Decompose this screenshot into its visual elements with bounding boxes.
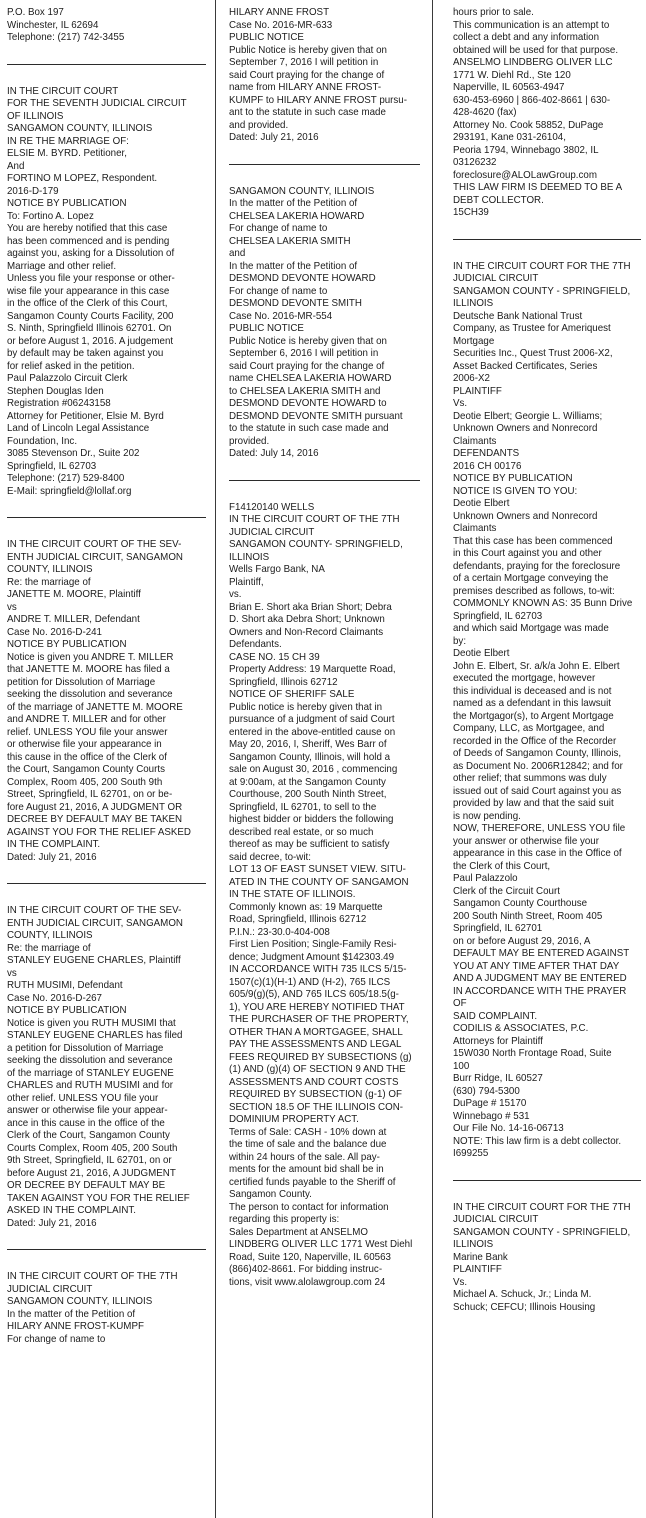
column-1	[7, 6, 206, 1345]
column-3	[453, 6, 641, 1313]
notice-sheriff-sale-cont: hours prior to sale. This communication is an attempt to collect a debt and any information obtained will be used for that purpose. ANSELMO LINDBERG OLIVER LLC 1771 W. Diehl Rd., Ste 120 Naperville, IL 60563-4947 630-453-6960 | 866-402-8661 | 630- 428-4620 (fax) Attorney No. Cook 58852, DuPage 293191, Kane 031-26104, Peoria 1794, Winnebago 3802, IL 03126232 foreclosure@ALOLawGroup.com THIS LAW FIRM IS DEEMED TO BE A DEBT COLLECTOR. 15CH39	[453, 6, 623, 218]
notice-frost-kumpf-cont: HILARY ANNE FROST Case No. 2016-MR-633 PUBLIC NOTICE Public Notice is hereby given that on September 7, 2016 I will petition in said Court praying for the change of name from HILARY ANNE FROST- KUMPF to HILARY ANNE FROST pursu- ant to the statute in such case made and provided. Dated: July 21, 2016	[229, 6, 407, 143]
column-divider	[432, 0, 433, 1518]
notice-schuck-start: IN THE CIRCUIT COURT FOR THE 7TH JUDICIAL CIRCUIT SANGAMON COUNTY - SPRINGFIELD, ILLINOIS Marine Bank PLAINTIFF Vs. Michael A. Schuck, Jr.; Linda M. Schuck; CEFCU; Illinois Housing	[453, 1200, 631, 1313]
column-divider	[215, 0, 216, 1518]
notice-byrd-lopez: IN THE CIRCUIT COURT FOR THE SEVENTH JUDICIAL CIRCUIT OF ILLINOIS SANGAMON COUNTY, ILLINOIS IN RE THE MARRIAGE OF: ELSIE M. BYRD. Petitioner, And FORTINO M LOPEZ, Respondent. 2016-D-179 NOTICE BY PUBLICATION To: Fortino A. Lopez You are hereby notified that this case has been commenced and is pending against you, asking for a Dissolution of Marriage and other relief. Unless you file your response or other- wise file your appearance in this case in the office of the Clerk of this Court, Sangamon County Courts Facility, 200 S. Ninth, Springfield Illinois 62701. On or before August 1, 2016. A judgement by default may be taken against you for relief asked in the petition. Paul Palazzolo Circuit Clerk Stephen Douglas Iden Registration #06243158 Attorney for Petitioner, Elsie M. Byrd Land of Lincoln Legal Assistance Foundation, Inc. 3085 Stevenson Dr., Suite 202 Springfield, IL 62703 Telephone: (217) 529-8400 E-Mail: springfield@lollaf.org	[7, 84, 187, 497]
notice-moore-miller: IN THE CIRCUIT COURT OF THE SEV- ENTH JUDICIAL CIRCUIT, SANGAMON COUNTY, ILLINOIS Re: the marriage of JANETTE M. MOORE, Plaintiff vs ANDRE T. MILLER, Defendant Case No. 2016-D-241 NOTICE BY PUBLICATION Notice is given you ANDRE T. MILLER that JANETTE M. MOORE has filed a petition for Dissolution of Marriage seeking the dissolution and severance of the marriage of JANETTE M. MOORE and ANDRE T. MILLER and for other relief. UNLESS YOU file your answer or otherwise file your appearance in this cause in the office of the Clerk of the Court, Sangamon County Courts Complex, Room 405, 200 South 9th Street, Springfield, IL 62701, on or be- fore August 21, 2016, A JUDGMENT OR DECREE BY DEFAULT MAY BE TAKEN AGAINST YOU FOR THE RELIEF ASKED IN THE COMPLAINT. Dated: July 21, 2016	[7, 538, 191, 863]
notice-address-block: P.O. Box 197 Winchester, IL 62694 Telephone: (217) 742-3455	[7, 6, 125, 43]
column-2	[229, 6, 420, 1288]
notice-elbert-foreclosure: IN THE CIRCUIT COURT FOR THE 7TH JUDICIAL CIRCUIT SANGAMON COUNTY - SPRINGFIELD, ILLINOIS Deutsche Bank National Trust Company, as Trustee for Ameriquest Mortgage Securities Inc., Quest Trust 2006-X2, Asset Backed Certificates, Series 2006-X2 PLAINTIFF Vs. Deotie Elbert; Georgie L. Williams; Unknown Owners and Nonrecord Claimants DEFENDANTS 2016 CH 00176 NOTICE BY PUBLICATION NOTICE IS GIVEN TO YOU: Deotie Elbert Unknown Owners and Nonrecord Claimants That this case has been commenced in this Court against you and other defendants, praying for the foreclosure of a certain Mortgage conveying the premises described as follows, to-wit: COMMONLY KNOWN AS: 35 Bunn Drive Springfield, IL 62703 and which said Mortgage was made by: Deotie Elbert John E. Elbert, Sr. a/k/a John E. Elbert executed the mortgage, however this individual is deceased and is not named as a defendant in this lawsuit the Mortgagor(s), to Argent Mortgage Company, LLC, as Mortgagee, and recorded in the Office of the Recorder of Deeds of Sangamon County, Illinois, as Document No. 2006R12842; and for other relief; that summons was duly issued out of said Court against you as provided by law and that the said suit is now pending. NOW, THEREFORE, UNLESS YOU file your answer or otherwise file your appearance in this case in the Office of the Clerk of this Court, Paul Palazzolo Clerk of the Circuit Court Sangamon County Courthouse 200 South Ninth Street, Room 405 Springfield, IL 62701 on or before August 29, 2016, A DEFAULT MAY BE ENTERED AGAINST YOU AT ANY TIME AFTER THAT DAY AND A JUDGMENT MAY BE ENTERED IN ACCORDANCE WITH THE PRAYER OF SAID COMPLAINT. CODILIS & ASSOCIATES, P.C. Attorneys for Plaintiff 15W030 North Frontage Road, Suite 100 Burr Ridge, IL 60527 (630) 794-5300 DuPage # 15170 Winnebago # 531 Our File No. 14-16-06713 NOTE: This law firm is a debt collector. I699255	[453, 259, 633, 1159]
notice-frost-kumpf-start: IN THE CIRCUIT COURT OF THE 7TH JUDICIAL CIRCUIT SANGAMON COUNTY, ILLINOIS In the matter of the Petition of HILARY ANNE FROST-KUMPF For change of name to	[7, 1270, 178, 1345]
notice-howard-smith: SANGAMON COUNTY, ILLINOIS In the matter of the Petition of CHELSEA LAKERIA HOWARD For change of name to CHELSEA LAKERIA SMITH and In the matter of the Petition of DESMOND DEVONTE HOWARD For change of name to DESMOND DEVONTE SMITH Case No. 2016-MR-554 PUBLIC NOTICE Public Notice is hereby given that on September 6, 2016 I will petition in said Court praying for the change of name CHELSEA LAKERIA HOWARD to CHELSEA LAKERIA SMITH and DESMOND DEVONTE HOWARD to DESMOND DEVONTE SMITH pursuant to the statute in such case made and provided. Dated: July 14, 2016	[229, 184, 403, 459]
notice-charles-musimi: IN THE CIRCUIT COURT OF THE SEV- ENTH JUDICIAL CIRCUIT, SANGAMON COUNTY, ILLINOIS Re: the marriage of STANLEY EUGENE CHARLES, Plaintiff vs RUTH MUSIMI, Defendant Case No. 2016-D-267 NOTICE BY PUBLICATION Notice is given you RUTH MUSIMI that STANLEY EUGENE CHARLES has filed a petition for Dissolution of Marriage seeking the dissolution and severance of the marriage of STANLEY EUGENE CHARLES and RUTH MUSIMI and for other relief. UNLESS YOU file your answer or otherwise file your appear- ance in this cause in the office of the Clerk of the Court, Sangamon County Courts Complex, Room 405, 200 South 9th Street, Springfield, IL 62701, on or before August 21, 2016, A JUDGMENT OR DECREE BY DEFAULT MAY BE TAKEN AGAINST YOU FOR THE RELIEF ASKED IN THE COMPLAINT. Dated: July 21, 2016	[7, 904, 190, 1229]
notice-sheriff-sale: F14120140 WELLS IN THE CIRCUIT COURT OF THE 7TH JUDICIAL CIRCUIT SANGAMON COUNTY- SPRINGFIELD, ILLINOIS Wells Fargo Bank, NA Plaintiff, vs. Brian E. Short aka Brian Short; Debra D. Short aka Debra Short; Unknown Owners and Non-Record Claimants Defendants. CASE NO. 15 CH 39 Property Address: 19 Marquette Road, Springfield, Illinois 62712 NOTICE OF SHERIFF SALE Public notice is hereby given that in pursuance of a judgment of said Court entered in the above-entitled cause on May 20, 2016, I, Sheriff, Wes Barr of Sangamon County, Illinois, will hold a sale on August 30, 2016 , commencing at 9:00am, at the Sangamon County Courthouse, 200 South Ninth Street, Springfield, IL 62701, to sell to the highest bidder or bidders the following described real estate, or so much thereof as may be sufficient to satisfy said decree, to-wit: LOT 13 OF EAST SUNSET VIEW. SITU- ATED IN THE COUNTY OF SANGAMON IN THE STATE OF ILLINOIS. Commonly known as: 19 Marquette Road, Springfield, Illinois 62712 P.I.N.: 23-30.0-404-008 First Lien Position; Single-Family Resi- dence; Judgment Amount $142303.49 IN ACCORDANCE WITH 735 ILCS 5/15- 1507(c)(1)(H-1) AND (H-2), 765 ILCS 605/9(g)(5), AND 765 ILCS 605/18.5(g- 1), YOU ARE HEREBY NOTIFIED THAT THE PURCHASER OF THE PROPERTY, OTHER THAN A MORTGAGEE, SHALL PAY THE ASSESSMENTS AND LEGAL FEES REQUIRED BY SUBSECTIONS (g) (1) AND (g)(4) OF SECTION 9 AND THE ASSESSMENTS AND COURT COSTS REQUIRED BY SUBSECTION (g-1) OF SECTION 18.5 OF THE ILLINOIS CON- DOMINIUM PROPERTY ACT. Terms of Sale: CASH - 10% down at the time of sale and the balance due within 24 hours of the sale. All pay- ments for the amount bid shall be in certified funds payable to the Sheriff of Sangamon County. The person to contact for information regarding this property is: Sales Department at ANSELMO LINDBERG OLIVER LLC 1771 West Diehl Road, Suite 120, Naperville, IL 60563 (866)402-8661. For bidding instruc- tions, visit www.alolawgroup.com 24	[229, 500, 413, 1288]
